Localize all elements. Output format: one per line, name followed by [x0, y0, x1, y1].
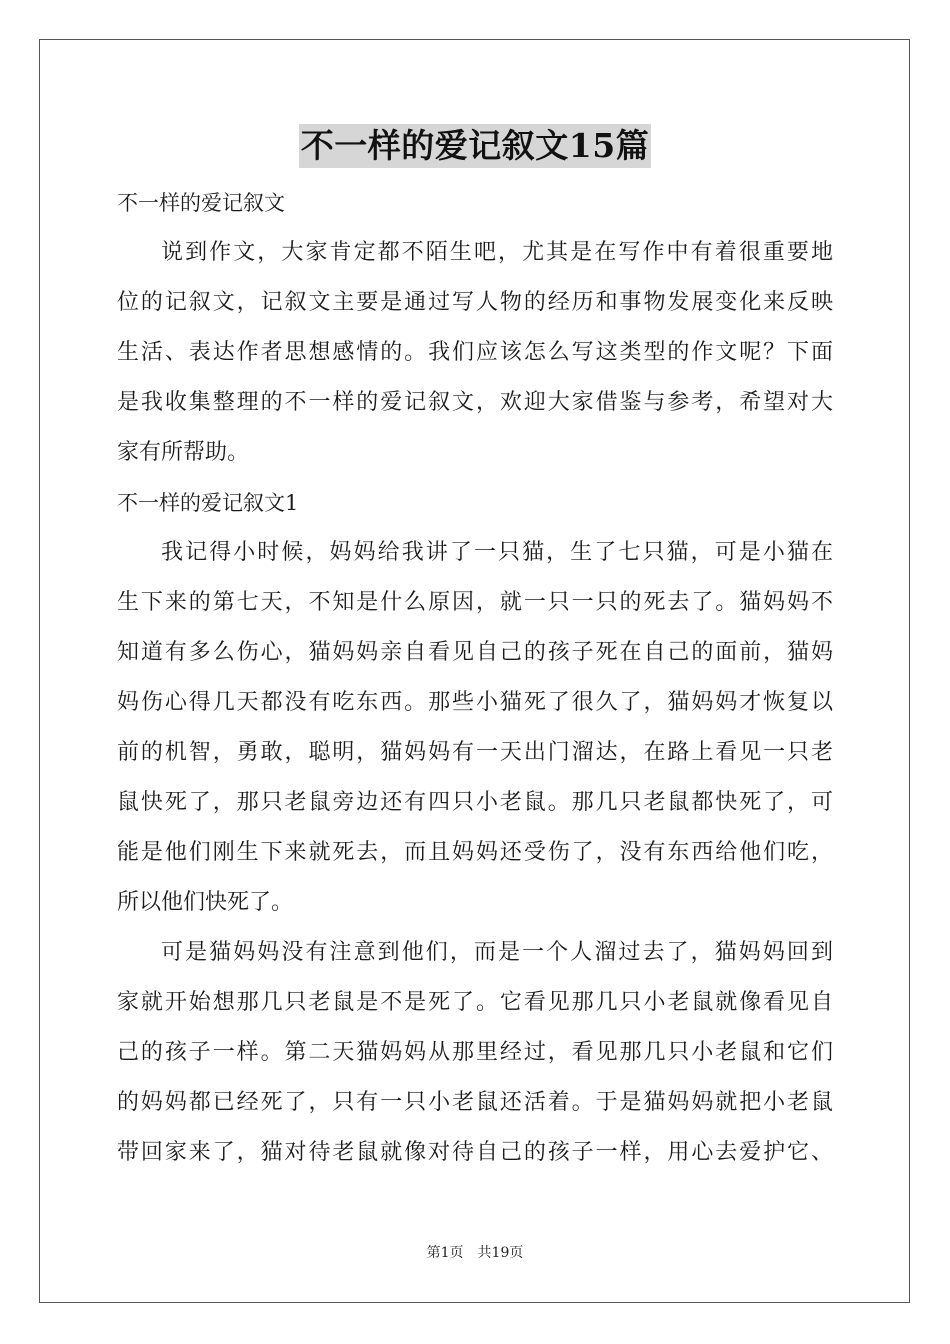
paragraph-line: 知道有多么伤心，猫妈妈亲自看见自己的孩子死在自己的面前，猫妈: [117, 640, 833, 665]
page-number: 第1页: [426, 1245, 464, 1261]
paragraph-line: 生活、表达作者思想感情的。我们应该怎么写这类型的作文呢？下面: [117, 340, 833, 365]
paragraph-line: 可是猫妈妈没有注意到他们，而是一个人溜过去了，猫妈妈回到: [161, 940, 833, 965]
paragraph-line: 家有所帮助。: [117, 440, 250, 465]
section-heading: 不一样的爱记叙文1: [117, 491, 299, 515]
paragraph-line: 鼠快死了，那只老鼠旁边还有四只小老鼠。那几只老鼠都快死了，可: [117, 790, 833, 815]
page-total: 共19页: [477, 1245, 524, 1261]
paragraph-line: 妈伤心得几天都没有吃东西。那些小猫死了很久了，猫妈妈才恢复以: [117, 690, 833, 715]
document-title: 不一样的爱记叙文15篇: [299, 124, 651, 168]
paragraph-line: 生下来的第七天，不知是什么原因，就一只一只的死去了。猫妈妈不: [117, 590, 833, 615]
paragraph-line: 位的记叙文，记叙文主要是通过写人物的经历和事物发展变化来反映: [117, 290, 833, 315]
paragraph-line: 所以他们快死了。: [117, 890, 294, 915]
paragraph-line: 能是他们刚生下来就死去，而且妈妈还受伤了，没有东西给他们吃，: [117, 840, 833, 865]
paragraph-line: 家就开始想那几只老鼠是不是死了。它看见那几只小老鼠就像看见自: [117, 990, 833, 1015]
title-wrap: [0, 124, 950, 168]
section-heading: 不一样的爱记叙文: [117, 191, 285, 215]
paragraph-line: 己的孩子一样。第二天猫妈妈从那里经过，看见那几只小老鼠和它们: [117, 1040, 833, 1065]
paragraph-line: 带回家来了，猫对待老鼠就像对待自己的孩子一样，用心去爱护它、: [117, 1140, 833, 1165]
paragraph-line: 是我收集整理的不一样的爱记叙文，欢迎大家借鉴与参考，希望对大: [117, 390, 833, 415]
paragraph-line: 前的机智，勇敢，聪明，猫妈妈有一天出门溜达，在路上看见一只老: [117, 740, 833, 765]
paragraph-line: 我记得小时候，妈妈给我讲了一只猫，生了七只猫，可是小猫在: [161, 540, 833, 565]
page-footer: [0, 1243, 950, 1263]
paragraph-line: 的妈妈都已经死了，只有一只小老鼠还活着。于是猫妈妈就把小老鼠: [117, 1090, 833, 1115]
paragraph-line: 说到作文，大家肯定都不陌生吧，尤其是在写作中有着很重要地: [161, 240, 833, 265]
document-body: [117, 178, 833, 1178]
